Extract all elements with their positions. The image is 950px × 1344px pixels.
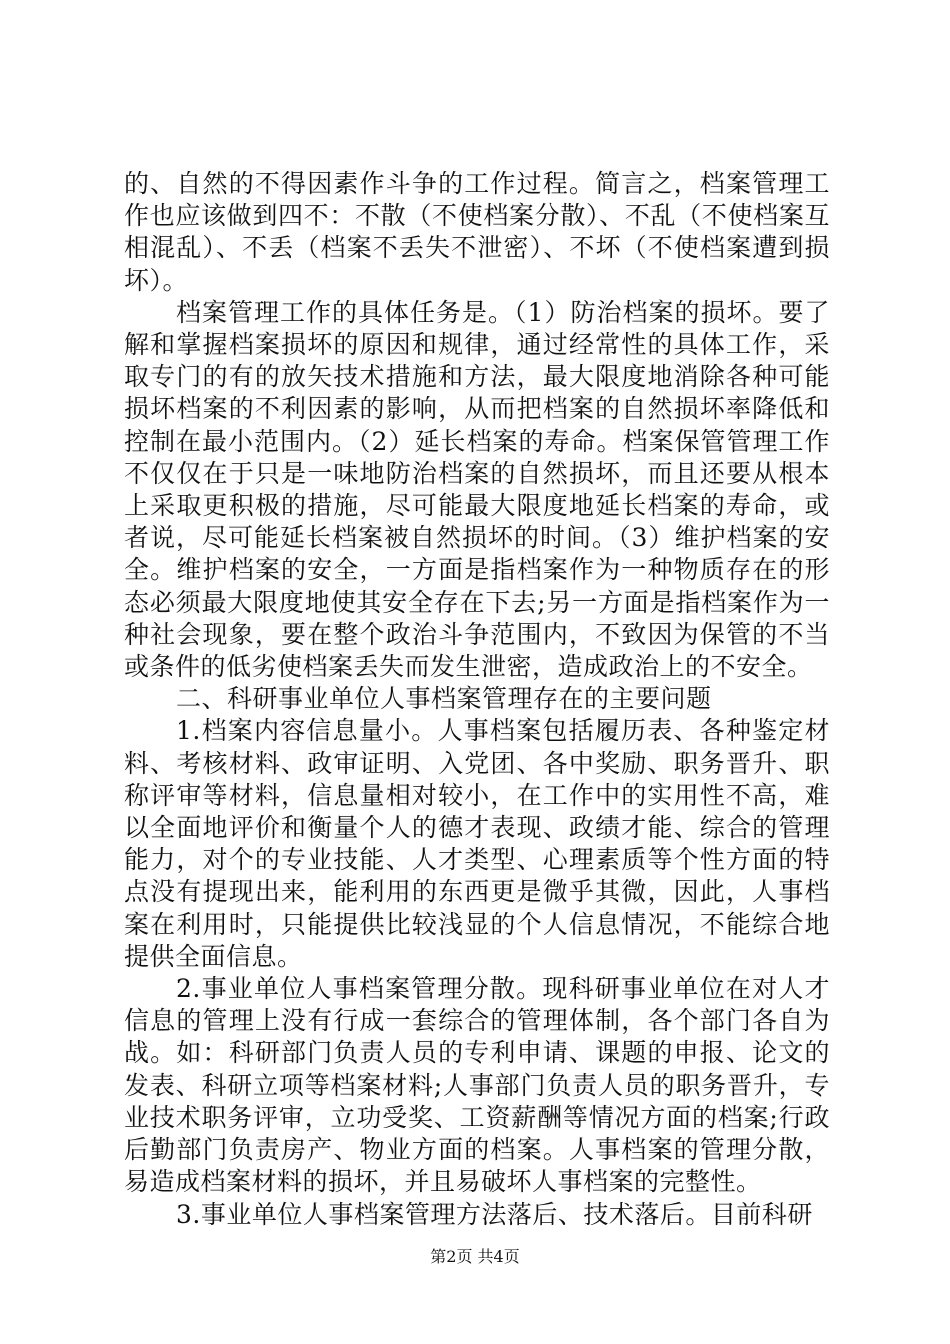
paragraph-problem-1: 1.档案内容信息量小。人事档案包括履历表、各种鉴定材料、考核材料、政审证明、入党团、各中奖励、职务晋升、职称评审等材料，信息量相对较小，在工作中的实用性不高，难以全面地评价和衡量个人的德才表现、政绩才能、综合的管理能力，对个的专业技能、人才类型、心理素质等个性方面的特点没有提现出来，能利用的东西更是微乎其微，因此，人事档案在利用时，只能提供比较浅显的个人信息情况，不能综合地提供全面信息。 bbox=[124, 716, 830, 971]
page-footer: 第2页 共4页 bbox=[430, 1247, 520, 1266]
paragraph-continuation: 的、自然的不得因素作斗争的工作过程。简言之，档案管理工作也应该做到四不：不散（不使档案分散）、不乱（不使档案互相混乱）、不丢（档案不丢失不泄密）、不坏（不使档案遭到损坏）。 bbox=[124, 169, 830, 295]
paragraph-problem-2: 2.事业单位人事档案管理分散。现科研事业单位在对人才信息的管理上没有行成一套综合的管理体制，各个部门各自为战。如：科研部门负责人员的专利申请、课题的申报、论文的发表、科研立项等档案材料;人事部门负责人员的职务晋升，专业技术职务评审，立功受奖、工资薪酬等情况方面的档案;行政后勤部门负责房产、物业方面的档案。人事档案的管理分散，易造成档案材料的损坏，并且易破坏人事档案的完整性。 bbox=[124, 974, 830, 1197]
section-heading-problems: 二、科研事业单位人事档案管理存在的主要问题 bbox=[176, 684, 712, 714]
paragraph-problem-3: 3.事业单位人事档案管理方法落后、技术落后。目前科研 bbox=[176, 1199, 813, 1229]
paragraph-archive-tasks: 档案管理工作的具体任务是。（1）防治档案的损坏。要了解和掌握档案损坏的原因和规律，通过经常性的具体工作，采取专门的有的放矢技术措施和方法，最大限度地消除各种可能损坏档案的不利因素的影响，从而把档案的自然损坏率降低和控制在最小范围内。（2）延长档案的寿命。档案保管管理工作不仅仅在于只是一味地防治档案的自然损坏，而且还要从根本上采取更积极的措施，尽可能最大限度地延长档案的寿命，或者说，尽可能延长档案被自然损坏的时间。（3）维护档案的安全。维护档案的安全，一方面是指档案作为一种物质存在的形态必须最大限度地使其安全存在下去;另一方面是指档案作为一种社会现象，要在整个政治斗争范围内，不致因为保管的不当或条件的低劣使档案丢失而发生泄密，造成政治上的不安全。 bbox=[124, 297, 830, 682]
document-body bbox=[124, 168, 830, 1231]
